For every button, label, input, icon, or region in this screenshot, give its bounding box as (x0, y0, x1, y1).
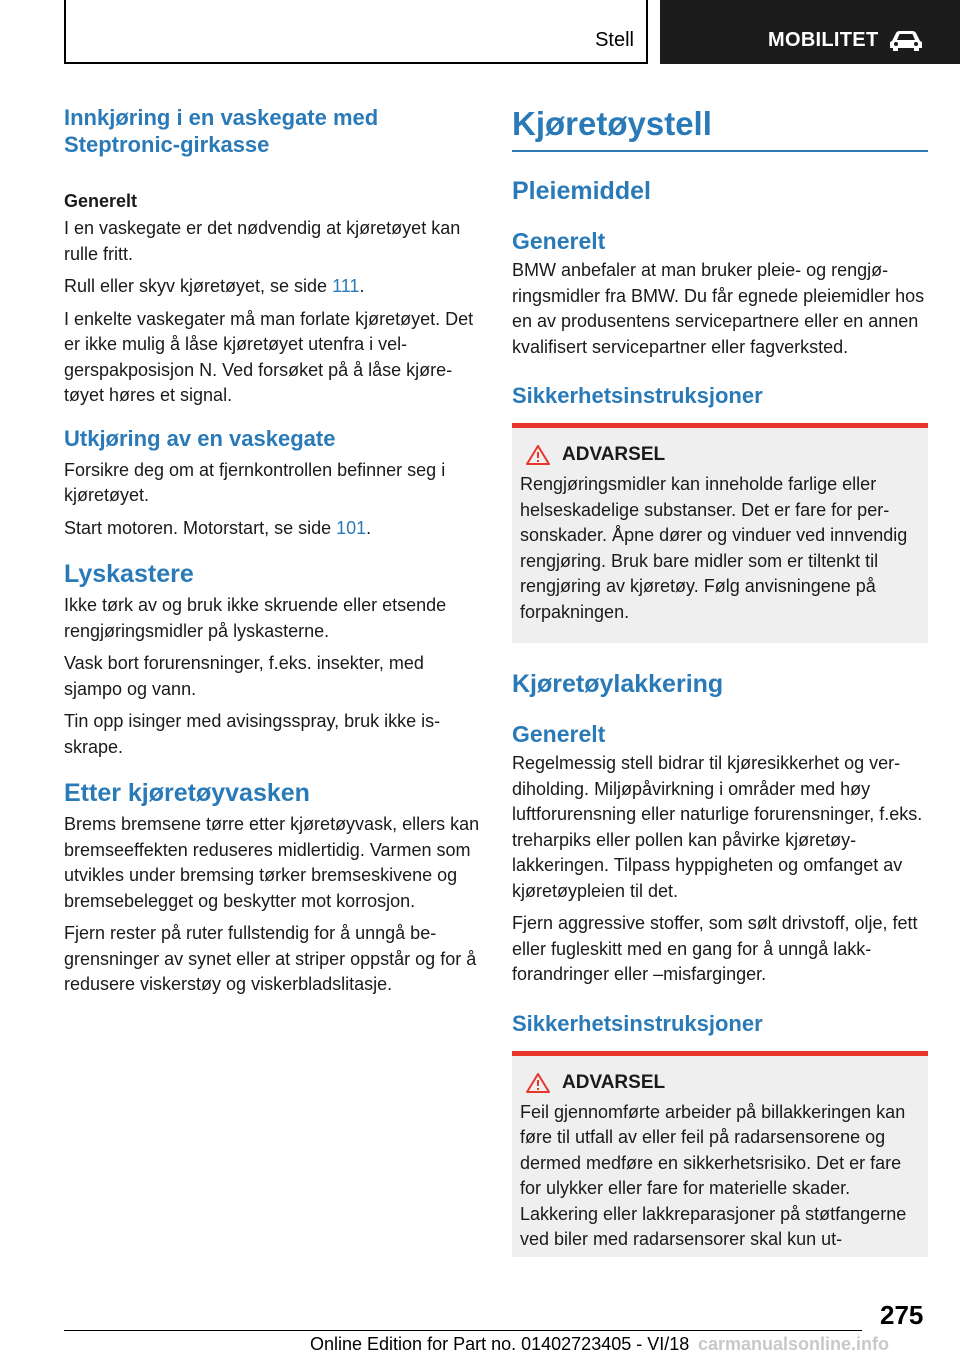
section-title: Stell (595, 29, 634, 51)
subheading-generelt: Generelt (64, 191, 138, 211)
header-chapter-tab (660, 0, 960, 64)
paragraph-text: . (359, 276, 365, 296)
subheading-generelt: Generelt (512, 228, 606, 254)
warning-triangle-icon (526, 1073, 550, 1093)
paragraph-with-link (64, 274, 482, 300)
left-column (64, 104, 482, 998)
chapter-main-title: Kjøretøystell (512, 104, 928, 152)
watermark: carmanualsonline.info (698, 1334, 890, 1354)
header-section-box (64, 0, 648, 64)
paragraph: Fjern rester på ruter fullstendig for å unngå begrensninger av synet eller at striper oppstår og for å redusere viskerstøy og viskerbladslitasje. (64, 923, 477, 994)
warning-title (520, 444, 920, 466)
subheading-sikkerhet: Sikkerhetsinstruksjoner (512, 1010, 763, 1036)
section-heading-pleiemiddel: Pleiemiddel (512, 177, 651, 205)
chapter-title: MOBILITET (768, 29, 879, 51)
paragraph: Vask bort forurensninger, f.eks. insekter, med sjampo og vann. (64, 653, 424, 699)
section-heading-innkjoring (64, 104, 482, 158)
section-heading-lakkering: Kjøretøylakkering (512, 670, 724, 698)
paragraph-text: . (366, 517, 372, 538)
warning-triangle-icon (526, 445, 550, 465)
paragraph: Ikke tørk av og bruk ikke skruende eller etsende rengjøringsmidler på lyskasterne. (64, 595, 447, 641)
warning-text: Feil gjennomførte arbeider på billakkeringen kan føre til utfall av eller feil på radarsensorene og dermed medføre en sikkerhetsrisiko. Det er fare for ulykker eller fare for materielle skader. Lakkering eller lakkreparasjoner på støtfangerne ved biler med radarsensorer skal kun ut- (520, 1101, 907, 1249)
paragraph: Forsikre deg om at fjernkontrollen befinner seg i kjøretøyet. (64, 459, 446, 505)
heading-line: Steptronic-girkasse (64, 132, 270, 157)
warning-label: ADVARSEL (562, 1071, 666, 1093)
paragraph: BMW anbefaler at man bruker pleie- og rengjøringsmidler fra BMW. Du får egnede pleiemidler hos en av produsentens servicepartnere eller en annen kvalifisert servicepartner eller fagverksted. (512, 260, 925, 357)
paragraph-text: Start motoren. Motorstart, se side (64, 517, 337, 538)
paragraph: Tin opp isinger med avisingsspray, bruk ikke isskrape. (64, 711, 441, 757)
page-link-101[interactable]: 101 (336, 517, 367, 538)
warning-label: ADVARSEL (562, 444, 666, 465)
warning-text: Rengjøringsmidler kan inneholde farlige eller helseskadelige substanser. Det er fare for personskader. Åpne dører og vinduer ved innvendig rengjøring. Bruk bare midler som er tiltenkt til rengjøring av kjøretøy. Følg anvisningene på forpakningen. (520, 474, 908, 622)
edition-note: Online Edition for Part no. 01402723405 - VI/18 (310, 1334, 690, 1354)
paragraph: Brems bremsene tørre etter kjøretøyvask, ellers kan bremseeffekten reduseres midlertidig. Varmen som utvikles under bremsing tørker bremseskivene og bremsebelegget og beskytter mot korrosjon. (64, 814, 480, 911)
section-heading-etter-vask: Etter kjøretøyvasken (64, 779, 310, 807)
subheading-generelt: Generelt (512, 721, 606, 747)
warning-box (512, 1051, 928, 1257)
warning-box (512, 423, 928, 643)
page-number: 275 (880, 1300, 924, 1330)
warning-title (520, 1072, 920, 1094)
paragraph: I en vaskegate er det nødvendig at kjøretøyet kan rulle fritt. (64, 218, 461, 264)
page-link-111[interactable]: 111 (332, 276, 360, 296)
paragraph-with-link (64, 516, 482, 542)
paragraph-text: Rull eller skyv kjøretøyet, se side (64, 276, 333, 296)
heading-line: Innkjøring i en vaskegate med (64, 105, 379, 130)
section-heading-lyskastere: Lyskastere (64, 560, 194, 588)
section-heading-utkjoring: Utkjøring av en vaskegate (64, 425, 336, 451)
right-column (512, 104, 928, 1257)
paragraph: Fjern aggressive stoffer, som sølt drivstoff, olje, fett eller fugleskitt med en gang for å unngå lakkforandringer eller –misfarginger. (512, 913, 918, 984)
paragraph: Regelmessig stell bidrar til kjøresikkerhet og verdiholding. Miljøpåvirkning i områder med høy luftforurensning eller naturlige forurensninger, f.eks. treharpiks eller pollen kan påvirke kjøretøylakkeringen. Tilpass hyppigheten og omfanget av kjøretøypleien til det. (512, 753, 923, 901)
paragraph: I enkelte vaskegater må man forlate kjøretøyet. Det er ikke mulig å låse kjøretøyet utenfra i velgerspakposisjon N. Ved forsøket på å låse kjøretøyet høres et signal. (64, 308, 474, 405)
subheading-sikkerhet: Sikkerhetsinstruksjoner (512, 383, 763, 408)
footer-divider (64, 1330, 862, 1331)
car-icon (888, 29, 924, 51)
